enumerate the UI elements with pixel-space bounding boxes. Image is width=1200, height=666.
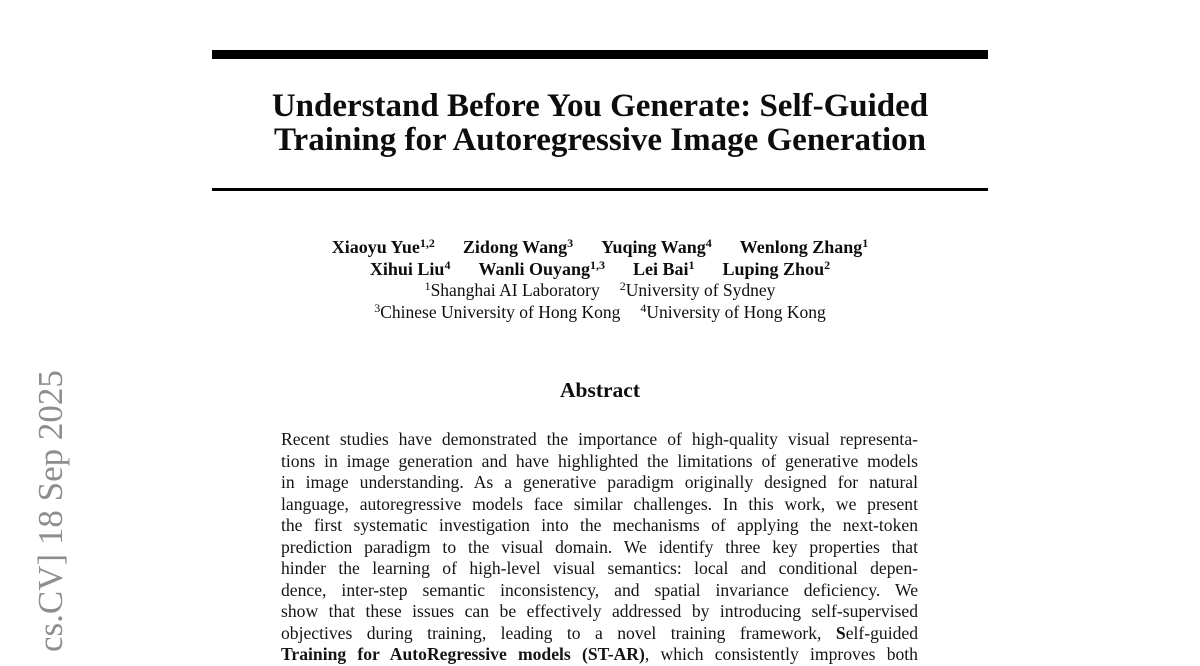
abstract-line [281,623,918,645]
framework-name-bold: Training for AutoRegressive models (ST-AR) [281,644,645,664]
affiliations-row-2 [212,302,988,324]
paper-title-line2: Training for Autoregressive Image Generation [274,122,926,158]
author [740,237,869,257]
author-affil-sup: 1,2 [419,236,435,250]
affiliation [620,280,776,300]
author-affil-sup: 3 [567,236,574,250]
abstract-heading: Abstract [559,378,640,402]
arxiv-margin-stamp: cs.CV] 18 Sep 2025 [31,370,70,652]
abstract-line-text: objectives during training, leading to a novel training framework, [281,622,836,643]
affiliation-sup: 3 [374,300,381,315]
author-affil-sup: 1,3 [590,257,605,272]
author-affil-sup: 4 [705,236,712,250]
affiliation-sup: 4 [640,300,647,315]
author [370,259,451,279]
abstract-line-text: elf-guided [845,622,918,643]
author-name: Wanli Ouyang [478,258,590,279]
abstract-line: dence, inter-step semantic inconsistency, and spatial invariance deficiency. We [281,579,918,600]
affiliation [374,302,620,322]
author-name: Zidong Wang [462,237,568,257]
title-bottom-rule [212,188,988,191]
paper-title [212,89,988,157]
author-name: Xiaoyu Yue [331,237,420,257]
author-name: Wenlong Zhang [739,237,863,257]
author-affil-sup: 1 [688,257,695,272]
affiliation-sup: 2 [619,279,626,293]
author-name: Xihui Liu [369,258,445,279]
abstract-line: tions in image generation and have highlighted the limitations of generative models [281,450,918,471]
abstract-line: in image understanding. As a generative paradigm originally designed for natural [281,472,918,492]
abstract-line: Recent studies have demonstrated the importance of high-quality visual representa- [281,429,918,449]
abstract-line: language, autoregressive models face similar challenges. In this work, we present [281,493,918,514]
author-name: Yuqing Wang [601,237,706,257]
author [723,259,831,279]
authors-row-1 [212,237,988,259]
abstract-line-text: , which consistently improves both [644,644,918,664]
affiliation [640,302,825,322]
author [332,237,435,257]
preprint-top-rule [212,50,988,59]
framework-name-bold-initial: S [835,622,846,643]
affiliation-sup: 1 [424,279,431,293]
author-name: Luping Zhou [722,258,825,279]
abstract-body [281,429,918,666]
author [463,237,573,257]
authors-row-2 [212,259,988,281]
author-name: Lei Bai [633,258,689,279]
authors-block [212,237,988,323]
affiliations-row-1 [212,280,988,302]
author [478,259,605,279]
abstract-line: prediction paradigm to the visual domain. We identify three key properties that [281,536,918,557]
author-affil-sup: 4 [444,257,451,272]
affiliation [425,280,600,300]
abstract-clipped-line [281,644,918,666]
affiliation-name: Chinese University of Hong Kong [380,301,621,322]
abstract-line: hinder the learning of high-level visual semantics: local and conditional depen- [281,558,918,578]
author-affil-sup: 1 [862,236,869,250]
affiliation-name: University of Sydney [625,280,776,300]
affiliation-name: Shanghai AI Laboratory [430,280,600,300]
affiliation-name: University of Hong Kong [646,301,826,322]
paper-title-line1: Understand Before You Generate: Self-Guided [271,88,929,124]
abstract-line: show that these issues can be effectively addressed by introducing self-supervised [281,601,918,621]
author-affil-sup: 2 [824,257,831,272]
abstract-line: the first systematic investigation into the mechanisms of applying the next-token [281,515,918,535]
author [601,237,712,257]
author [633,259,695,279]
